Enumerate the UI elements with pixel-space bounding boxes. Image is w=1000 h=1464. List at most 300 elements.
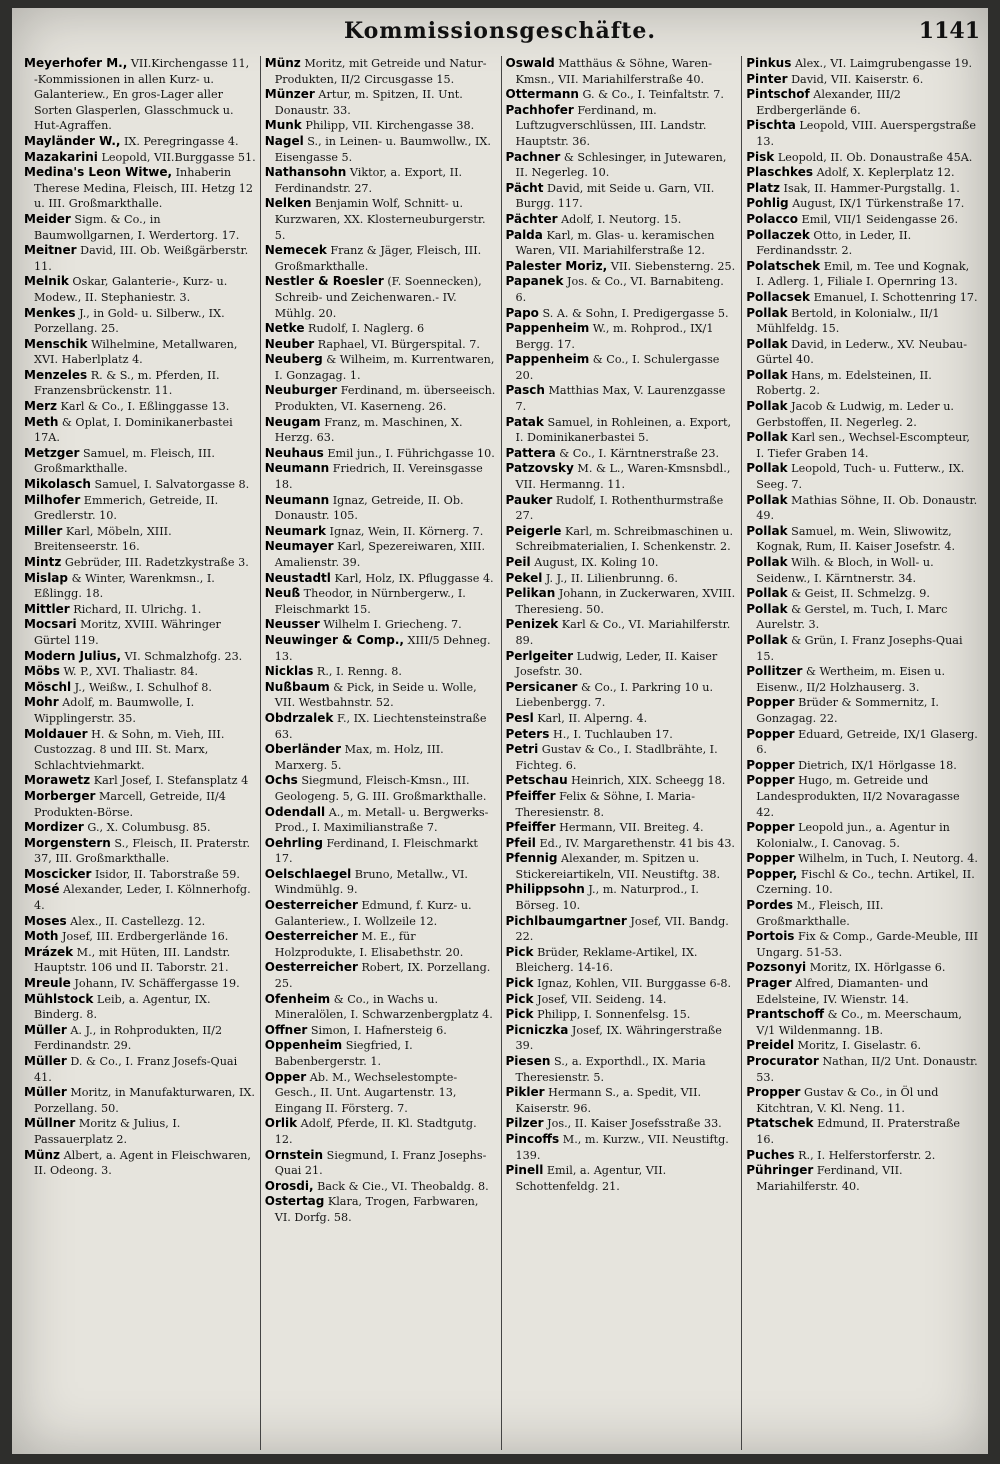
directory-entry xyxy=(24,1054,256,1085)
entry-name: Müller xyxy=(24,1022,67,1037)
directory-entry xyxy=(265,1179,497,1195)
entry-name: Münzer xyxy=(264,87,315,102)
entry-details: Oskar, Galanterie-, Kurz- u. Modew., II. Stephaniestr. 3. xyxy=(34,275,228,304)
entry-details: Edmund, f. Kurz- u. Galanteriew., I. Wollzeile 12. xyxy=(274,899,472,928)
entry-name: Müllner xyxy=(24,1116,76,1131)
entry-details: Jos. & Co., VI. Barnabiteng. 6. xyxy=(515,275,724,304)
entry-name: Pollak xyxy=(746,336,788,351)
directory-entry xyxy=(746,181,978,197)
directory-entry xyxy=(24,493,256,524)
directory-entry xyxy=(24,695,256,726)
directory-entry xyxy=(265,711,497,742)
entry-details: Hermann, VII. Breiteg. 4. xyxy=(559,821,704,835)
entry-name: Platz xyxy=(746,180,780,195)
entry-details: & Wertheim, m. Eisen u. Eisenw., II/2 Holzhauserg. 3. xyxy=(756,665,946,694)
directory-entry xyxy=(24,165,256,212)
entry-name: Pächter xyxy=(505,211,558,226)
directory-entry xyxy=(265,1116,497,1147)
entry-details: Wilhelmine, Metallwaren, XVI. Haberlplatz 4. xyxy=(34,337,238,367)
entry-name: Portois xyxy=(746,929,795,944)
entry-details: Albert, a. Agent in Fleischwaren, II. Odeong. 3. xyxy=(34,1148,251,1178)
entry-details: Samuel, I. Salvatorgasse 8. xyxy=(94,478,250,492)
directory-entry xyxy=(24,976,256,992)
entry-name: Pasch xyxy=(505,383,545,398)
entry-details: Jacob & Ludwig, m. Leder u. Gerbstoffen, II. Negerleg. 2. xyxy=(756,400,954,429)
directory-entry xyxy=(24,555,256,571)
entry-details: Ed., IV. Margarethenstr. 41 bis 43. xyxy=(539,836,735,850)
entry-details: Isidor, II. Taborstraße 59. xyxy=(94,867,240,881)
directory-entry xyxy=(506,259,738,275)
directory-entry xyxy=(265,165,497,196)
entry-details: S., a. Exporthdl., IX. Maria Theresienstr. 5. xyxy=(515,1055,706,1084)
entry-name: Oesterreicher xyxy=(264,960,358,975)
entry-details: Samuel, m. Wein, Sliwowitz, Kognak, Rum, II. Kaiser Josefstr. 4. xyxy=(756,524,956,554)
directory-entry xyxy=(24,727,256,774)
entry-details: Emanuel, I. Schottenring 17. xyxy=(813,290,978,304)
directory-entry xyxy=(506,1163,738,1194)
entry-name: Munk xyxy=(264,118,302,133)
directory-entry xyxy=(265,805,497,836)
directory-entry xyxy=(506,1085,738,1116)
entry-details: Karl, Möbeln, XIII. Breitenseerstr. 16. xyxy=(34,524,172,554)
entry-details: Leopold, VIII. Auerspergstraße 13. xyxy=(756,119,976,148)
entry-details: Alfred, Diamanten- und Edelsteine, IV. Wienstr. 14. xyxy=(756,977,929,1006)
entry-name: Nathansohn xyxy=(264,165,347,180)
entry-name: Penizek xyxy=(505,617,559,632)
entry-details: Ferdinand, I. Fleischmarkt 17. xyxy=(274,836,478,866)
entry-details: J., in Gold- u. Silberw., IX. Porzellang. 25. xyxy=(34,306,225,336)
entry-name: Popper xyxy=(746,695,795,710)
entry-details: Theodor, in Nürnbergerw., I. Fleischmarkt 15. xyxy=(274,587,466,616)
page-number: 1141 xyxy=(918,18,980,44)
directory-entry xyxy=(24,1116,256,1147)
entry-details: Brüder, Reklame-Artikel, IX. Bleicherg. 14-16. xyxy=(515,945,698,975)
entry-details: S., Fleisch, II. Praterstr. 37, III. Großmarkthalle. xyxy=(34,836,251,866)
entry-details: Wilhelm, in Tuch, I. Neutorg. 4. xyxy=(798,852,978,866)
entry-details: Samuel, m. Fleisch, III. Großmarkthalle. xyxy=(34,446,215,476)
entry-details: M., Fleisch, III. Großmarkthalle. xyxy=(756,899,884,928)
entry-name: Pick xyxy=(505,1007,534,1022)
directory-columns xyxy=(20,56,982,1450)
entry-name: Popper xyxy=(746,726,795,741)
entry-name: Pollak xyxy=(746,399,788,414)
entry-name: Pfeiffer xyxy=(505,788,556,803)
entry-details: & Grün, I. Franz Josephs-Quai 15. xyxy=(756,633,963,663)
entry-name: Odendall xyxy=(264,804,326,819)
entry-details: J., Weißw., I. Schulhof 8. xyxy=(74,680,212,694)
entry-details: J. J., II. Lilienbrunng. 6. xyxy=(545,571,678,585)
entry-details: Brüder & Sommernitz, I. Gonzagag. 22. xyxy=(756,696,939,725)
entry-details: Ferdinand, m. Luftzugverschlüssen, III. Landstr. Hauptstr. 36. xyxy=(515,103,707,148)
entry-name: Pachner xyxy=(505,149,561,164)
entry-details: Josef, IX. Währingerstraße 39. xyxy=(515,1023,722,1053)
directory-entry xyxy=(24,929,256,945)
directory-entry xyxy=(24,820,256,836)
entry-name: Peters xyxy=(505,726,550,741)
entry-details: August, IX. Koling 10. xyxy=(534,556,659,569)
directory-entry xyxy=(506,711,738,727)
entry-name: Menzeles xyxy=(24,367,88,382)
directory-entry xyxy=(265,867,497,898)
directory-entry xyxy=(506,773,738,789)
entry-details: Bertold, in Kolonialw., II/1 Mühlfeldg. 15. xyxy=(756,306,940,336)
entry-details: Richard, II. Ulrichg. 1. xyxy=(73,602,202,616)
entry-name: Pordes xyxy=(746,898,794,913)
entry-name: Pelikan xyxy=(505,586,556,601)
entry-details: Friedrich, II. Vereinsgasse 18. xyxy=(274,462,483,492)
entry-details: Siegmund, I. Franz Josephs-Quai 21. xyxy=(274,1148,487,1178)
entry-name: Polacco xyxy=(746,211,798,226)
entry-name: Oelschlaegel xyxy=(264,866,352,881)
entry-details: Ferdinand, m. überseeisch. Produkten, VI. Kaserneng. 26. xyxy=(274,384,496,414)
directory-entry xyxy=(24,477,256,493)
entry-details: IX. Peregringasse 4. xyxy=(124,134,239,148)
directory-entry xyxy=(746,695,978,726)
directory-entry xyxy=(746,586,978,602)
entry-name: Petri xyxy=(505,742,539,757)
entry-name: Moscicker xyxy=(24,866,92,881)
entry-details: M., mit Hüten, III. Landstr. Hauptstr. 106 und II. Taborstr. 21. xyxy=(34,945,231,975)
directory-entry xyxy=(24,524,256,555)
directory-entry xyxy=(506,945,738,976)
directory-entry xyxy=(265,243,497,274)
entry-name: Mittler xyxy=(24,601,70,616)
entry-name: Mislap xyxy=(24,570,68,585)
entry-name: Neumayer xyxy=(264,539,334,554)
directory-entry xyxy=(265,742,497,773)
directory-entry xyxy=(746,898,978,929)
entry-details: Hermann S., a. Spedit, VII. Kaiserstr. 96. xyxy=(515,1086,702,1115)
entry-name: Oesterreicher xyxy=(264,929,358,944)
entry-name: Pollaczek xyxy=(746,227,810,242)
directory-entry xyxy=(265,1038,497,1069)
entry-details: M. & L., Waren-Kmsnsbdl., VII. Hermanng. 11. xyxy=(515,462,731,492)
entry-name: Pühringer xyxy=(746,1163,814,1178)
entry-details: Max, m. Holz, III. Marxerg. 5. xyxy=(274,743,444,772)
entry-name: Merz xyxy=(24,399,57,414)
directory-entry xyxy=(24,914,256,930)
directory-entry xyxy=(24,1023,256,1054)
directory-entry xyxy=(506,228,738,259)
entry-name: Popper xyxy=(746,757,795,772)
entry-details: H., I. Tuchlauben 17. xyxy=(552,727,673,741)
entry-details: Hans, m. Edelsteinen, II. Robertg. 2. xyxy=(756,368,932,398)
entry-details: & Winter, Warenkmsn., I. Eßlingg. 18. xyxy=(34,571,215,601)
entry-name: Menschik xyxy=(24,336,88,351)
entry-name: Philippsohn xyxy=(505,882,585,897)
page-title: Kommissionsgeschäfte. xyxy=(343,18,657,44)
entry-name: Nestler & Roesler xyxy=(264,274,384,289)
entry-name: Peigerle xyxy=(505,523,562,538)
directory-entry xyxy=(506,836,738,852)
entry-details: & Pick, in Seide u. Wolle, VII. Westbahnstr. 52. xyxy=(274,680,477,710)
entry-details: Ignaz, Wein, II. Körnerg. 7. xyxy=(329,524,484,538)
entry-details: Karl, m. Schreibmaschinen u. Schreibmaterialien, I. Schenkenstr. 2. xyxy=(515,524,734,554)
directory-entry xyxy=(746,118,978,149)
directory-entry xyxy=(24,134,256,150)
directory-entry xyxy=(265,539,497,570)
directory-entry xyxy=(746,1116,978,1147)
entry-details: Karl & Co., VI. Mariahilferstr. 89. xyxy=(515,618,731,647)
entry-details: Ab. M., Wechselestompte-Gesch., II. Unt. Augartenstr. 13, Eingang II. Försterg. 7. xyxy=(274,1070,458,1115)
entry-name: Neumann xyxy=(264,492,330,507)
directory-entry xyxy=(746,1163,978,1194)
directory-entry xyxy=(24,415,256,446)
entry-details: Alexander, III/2 Erdbergerlände 6. xyxy=(756,88,901,117)
entry-name: Pilzer xyxy=(505,1116,544,1131)
directory-entry xyxy=(265,633,497,664)
entry-name: Pinkus xyxy=(746,56,792,70)
directory-entry xyxy=(24,446,256,477)
directory-entry xyxy=(506,742,738,773)
entry-name: Plaschkes xyxy=(746,165,813,180)
entry-details: Edmund, II. Praterstraße 16. xyxy=(756,1117,961,1146)
directory-entry xyxy=(506,555,738,571)
entry-name: Pesl xyxy=(505,710,534,725)
directory-entry xyxy=(265,56,497,87)
entry-details: Ignaz, Kohlen, VII. Burggasse 6-8. xyxy=(537,977,732,991)
directory-entry xyxy=(265,352,497,383)
directory-entry xyxy=(746,976,978,1007)
directory-entry xyxy=(506,306,738,322)
directory-entry xyxy=(746,1085,978,1116)
entry-name: Orlik xyxy=(264,1116,298,1131)
directory-entry xyxy=(746,633,978,664)
entry-name: Ochs xyxy=(264,773,298,788)
entry-details: Leopold jun., a. Agentur in Kolonialw., I. Canovag. 5. xyxy=(756,821,950,850)
entry-details: Siegmund, Fleisch-Kmsn., III. Geologeng. 5, G. III. Großmarkthalle. xyxy=(274,774,487,803)
entry-details: G., X. Columbusg. 85. xyxy=(87,821,211,835)
entry-details: Johann, in Zuckerwaren, XVIII. Theresieng. 50. xyxy=(515,587,736,616)
entry-name: Papanek xyxy=(505,274,564,289)
entry-name: Münz xyxy=(24,1147,61,1162)
entry-details: Heinrich, XIX. Scheegg 18. xyxy=(571,774,726,788)
entry-name: Petschau xyxy=(505,773,568,788)
entry-name: Popper xyxy=(746,820,795,835)
entry-name: Ornstein xyxy=(264,1147,324,1162)
entry-name: Nagel xyxy=(264,133,304,148)
entry-name: Papo xyxy=(505,305,539,320)
entry-name: Pollak xyxy=(746,632,788,647)
entry-details: Ferdinand, VII. Mariahilferstr. 40. xyxy=(756,1164,903,1193)
directory-entry xyxy=(506,976,738,992)
entry-name: Palester Moriz, xyxy=(505,258,608,273)
directory-entry xyxy=(746,165,978,181)
directory-entry xyxy=(265,960,497,991)
entry-name: Mreule xyxy=(24,976,71,991)
directory-entry xyxy=(746,960,978,976)
directory-entry xyxy=(506,992,738,1008)
directory-entry xyxy=(265,1023,497,1039)
entry-name: Pfeil xyxy=(505,835,536,850)
directory-entry xyxy=(506,1116,738,1132)
entry-name: Nemecek xyxy=(264,243,327,258)
entry-name: Pfeiffer xyxy=(505,820,556,835)
entry-details: Ludwig, Leder, II. Kaiser Josefstr. 30. xyxy=(515,649,718,679)
entry-name: Pick xyxy=(505,976,534,991)
entry-name: Puches xyxy=(746,1147,795,1162)
entry-name: Menkes xyxy=(24,305,76,320)
entry-name: Orosdi, xyxy=(264,1178,314,1193)
entry-details: & Schlesinger, in Jutewaren, II. Negerleg. 10. xyxy=(515,150,727,180)
entry-name: Mayländer W., xyxy=(24,133,121,148)
directory-entry xyxy=(506,103,738,150)
directory-entry xyxy=(265,1070,497,1117)
directory-entry xyxy=(265,929,497,960)
directory-entry xyxy=(746,555,978,586)
entry-details: Dietrich, IX/1 Hörlgasse 18. xyxy=(798,758,957,772)
directory-entry xyxy=(24,1148,256,1179)
entry-name: Persicaner xyxy=(505,679,578,694)
directory-entry xyxy=(746,72,978,88)
entry-details: Adolf, Pferde, II. Kl. Stadtgutg. 12. xyxy=(274,1117,477,1146)
directory-entry xyxy=(746,1007,978,1038)
entry-name: Ptatschek xyxy=(746,1116,814,1131)
directory-entry xyxy=(506,415,738,446)
entry-details: VII. Siebensterng. 25. xyxy=(610,259,736,273)
directory-entry xyxy=(24,664,256,680)
directory-entry xyxy=(506,461,738,492)
entry-details: XIII/5 Dehneg. 13. xyxy=(274,633,491,663)
directory-entry xyxy=(265,337,497,353)
directory-entry xyxy=(746,87,978,118)
directory-entry xyxy=(506,352,738,383)
entry-details: Fischl & Co., techn. Artikel, II. Czerning. 10. xyxy=(756,867,975,897)
entry-details: Gustav & Co., I. Stadlbrähte, I. Fichteg. 6. xyxy=(515,743,718,772)
entry-details: S., in Leinen- u. Baumwollw., IX. Eisengasse 5. xyxy=(274,134,491,164)
directory-entry xyxy=(24,306,256,337)
entry-details: Simon, I. Hafnersteig 6. xyxy=(310,1023,447,1037)
directory-entry xyxy=(746,664,978,695)
directory-entry xyxy=(746,1148,978,1164)
entry-name: Pisk xyxy=(746,149,775,164)
entry-name: Morawetz xyxy=(24,773,91,788)
entry-details: Gustav & Co., in Öl und Kitchtran, V. Kl. Neng. 11. xyxy=(756,1086,939,1115)
directory-entry xyxy=(746,290,978,306)
directory-entry xyxy=(265,87,497,118)
entry-details: Alexander, m. Spitzen u. Stickereiartikeln, VII. Neustiftg. 38. xyxy=(515,852,720,881)
entry-details: G. & Co., I. Teinfaltstr. 7. xyxy=(582,88,724,102)
entry-name: Miller xyxy=(24,523,63,538)
entry-name: Patzovsky xyxy=(505,461,574,476)
directory-entry xyxy=(24,617,256,648)
entry-details: R., I. Renng. 8. xyxy=(316,665,402,679)
entry-name: Moldauer xyxy=(24,726,88,741)
entry-details: Leib, a. Agentur, IX. Binderg. 8. xyxy=(34,992,211,1022)
entry-details: Moritz, mit Getreide und Natur-Produkten, II/2 Circusgasse 15. xyxy=(274,57,487,86)
entry-name: Pollak xyxy=(746,523,788,538)
entry-name: Opper xyxy=(264,1069,307,1084)
entry-details: R., I. Helferstorferstr. 2. xyxy=(798,1148,936,1162)
directory-entry xyxy=(506,851,738,882)
entry-name: Meth xyxy=(24,414,59,429)
entry-name: Oberländer xyxy=(264,742,341,757)
entry-details: Benjamin Wolf, Schnitt- u. Kurzwaren, XX. Klosterneuburgerstr. 5. xyxy=(274,197,486,242)
directory-entry xyxy=(265,836,497,867)
directory-entry xyxy=(24,1085,256,1116)
directory-entry xyxy=(265,680,497,711)
directory-entry xyxy=(506,1054,738,1085)
directory-entry xyxy=(265,493,497,524)
entry-name: Pächt xyxy=(505,180,544,195)
entry-details: Karl, II. Alperng. 4. xyxy=(537,711,648,725)
entry-details: David, in Lederw., XV. Neubau-Gürtel 40. xyxy=(756,337,968,367)
entry-details: Franz, m. Maschinen, X. Herzg. 63. xyxy=(274,415,463,445)
directory-entry xyxy=(24,789,256,820)
entry-name: Neumark xyxy=(264,523,326,538)
directory-entry xyxy=(746,493,978,524)
entry-details: D. & Co., I. Franz Josefs-Quai 41. xyxy=(34,1055,238,1084)
entry-details: Jos., II. Kaiser Josefsstraße 33. xyxy=(547,1117,722,1131)
entry-details: Josef, III. Erdbergerlände 16. xyxy=(62,930,229,944)
directory-entry xyxy=(506,649,738,680)
entry-name: Pohlig xyxy=(746,196,789,211)
entry-details: Josef, VII. Bandg. 22. xyxy=(515,914,729,944)
directory-entry xyxy=(506,150,738,181)
entry-details: Fix & Comp., Garde-Meuble, III Ungarg. 51-53. xyxy=(756,930,978,959)
entry-name: Popper, xyxy=(746,866,798,881)
directory-entry xyxy=(746,820,978,851)
entry-details: A. J., in Rohprodukten, II/2 Ferdinandstr. 29. xyxy=(34,1023,223,1053)
entry-details: David, III. Ob. Weißgärberstr. 11. xyxy=(34,244,249,273)
directory-entry xyxy=(265,461,497,492)
entry-details: Sigm. & Co., in Baumwollgarnen, I. Werdertorg. 17. xyxy=(34,212,240,242)
column-4 xyxy=(742,56,982,1450)
entry-details: M. E., für Holzprodukte, I. Elisabethstr. 20. xyxy=(274,930,464,959)
entry-details: Leopold, II. Ob. Donaustraße 45A. xyxy=(777,150,973,164)
directory-entry xyxy=(506,524,738,555)
directory-entry xyxy=(746,368,978,399)
entry-name: Mordizer xyxy=(24,820,84,835)
entry-details: Karl, Spezereiwaren, XIII. Amalienstr. 39. xyxy=(274,540,486,569)
entry-details: Moritz, in Manufakturwaren, IX. Porzellang. 50. xyxy=(34,1086,255,1115)
entry-details: F., IX. Liechtensteinstraße 63. xyxy=(274,711,487,741)
entry-name: Oehrling xyxy=(264,835,323,850)
directory-entry xyxy=(506,586,738,617)
entry-name: Mühlstock xyxy=(24,991,94,1006)
entry-name: Patak xyxy=(505,414,544,429)
directory-entry xyxy=(24,680,256,696)
directory-entry xyxy=(506,617,738,648)
directory-entry xyxy=(265,571,497,587)
directory-entry xyxy=(506,321,738,352)
entry-details: David, mit Seide u. Garn, VII. Burgg. 117. xyxy=(515,181,715,211)
column-2 xyxy=(261,56,502,1450)
entry-details: Gebrüder, III. Radetzkystraße 3. xyxy=(64,556,249,569)
directory-entry xyxy=(506,571,738,587)
entry-name: Preidel xyxy=(746,1038,795,1053)
entry-details: Eduard, Getreide, IX/1 Glaserg. 6. xyxy=(756,727,978,757)
directory-entry xyxy=(265,898,497,929)
entry-details: Adolf, X. Keplerplatz 12. xyxy=(816,166,955,180)
column-3 xyxy=(502,56,743,1450)
directory-entry xyxy=(24,649,256,665)
entry-name: Pollak xyxy=(746,461,788,476)
entry-details: J., m. Naturprod., I. Börseg. 10. xyxy=(515,883,699,913)
entry-name: Neuberg xyxy=(264,352,323,367)
directory-entry xyxy=(506,446,738,462)
entry-name: Pick xyxy=(505,991,534,1006)
directory-entry xyxy=(265,274,497,321)
directory-entry xyxy=(506,212,738,228)
entry-name: Müller xyxy=(24,1085,67,1100)
entry-details: R. & S., m. Pferden, II. Franzensbrückenstr. 11. xyxy=(34,368,220,398)
entry-details: & Geist, II. Schmelzg. 9. xyxy=(791,587,930,601)
entry-details: & Oplat, I. Dominikanerbastei 17A. xyxy=(34,415,233,445)
entry-details: Otto, in Leder, II. Ferdinandsstr. 2. xyxy=(756,228,912,258)
directory-entry xyxy=(746,306,978,337)
directory-entry xyxy=(746,1038,978,1054)
